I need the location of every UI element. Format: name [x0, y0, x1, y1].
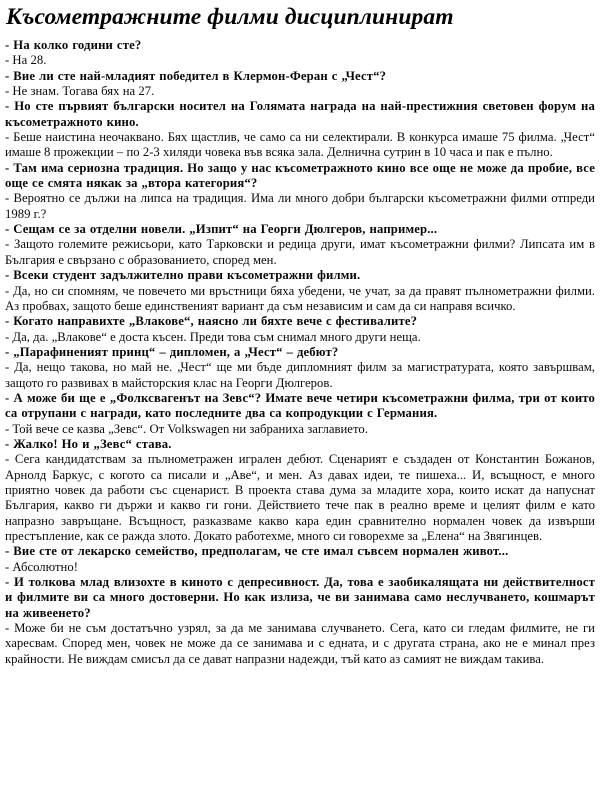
interview-answer: - Той вече се казва „Зевс“. От Volkswagen ни забраниха заглавието.: [5, 421, 368, 436]
interview-answer: - Да, но си спомням, че повечето ми връстници бяха убедени, че учат, за да правят пълнометражни филми. Аз пробвах, защото беше единственият вариант да съм независим и сам да си направя всичко.: [5, 283, 595, 313]
interview-question: - Но сте първият български носител на Голямата награда на най-престижния световен форум на късометражното кино.: [5, 99, 595, 129]
interview-question: - И толкова млад влизохте в киното с депресивност. Да, това е заобикалящата ни действителност и филмите ви са много достоверни. Но как излиза, че ви занимава само неслучването, кошмарът на живеенето?: [5, 575, 595, 620]
interview-answer: - Не знам. Тогава бях на 27.: [5, 84, 155, 99]
interview-answer: - Беше наистина неочаквано. Бях щастлив, че само са ни селектирали. В конкурса имаше 75 филма. „Чест“ имаше 8 прожекции – по 2-3 хиляди човека във всяка зала. Делничнa сутрин в 10 часа и пак е пълно.: [5, 130, 595, 160]
interview-answer: - На 28.: [5, 53, 47, 68]
interview-answer: - Да, нещо такова, но май не. „Чест“ ще ми бъде дипломният филм за магистратурата, която завършвам, защото го развивах в майсторския клас на Георги Дюлгеров.: [5, 360, 595, 390]
interview-transcript: [5, 38, 595, 667]
page-title: Късометражните филми дисциплинират: [6, 4, 454, 30]
interview-question: - Жалко! Но и „Зевс“ става.: [5, 436, 172, 451]
interview-question: - „Парафиненият принц“ – дипломен, а „Чест“ – дебют?: [5, 344, 339, 359]
interview-question: - На колко години сте?: [5, 38, 142, 52]
interview-question: - Вие сте от лекарско семейство, предполагам, че сте имал съвсем нормален живот...: [5, 544, 509, 559]
interview-answer: - Вероятно се дължи на липса на традиция. Има ли много добри български късометражни филми отпреди 1989 г.?: [5, 191, 595, 221]
interview-question: - Сещам се за отделни новели. „Изпит“ на Георги Дюлгеров, например...: [5, 222, 438, 237]
interview-answer: - Може би не съм достатъчно узрял, за да ме занимава случването. Сега, като си гледам филмите, не ги харесвам. Според мен, човек не може да се занимава и с едната, и с другата страна, ако не е минал през крайности. Не виждам смисъл да се дават напразни надежди, тъй като аз самият не виждам такива.: [5, 621, 595, 666]
interview-answer: - Сега кандидатствам за пълнометражен игрален дебют. Сценарият е създаден от Константин Божанов, Арнолд Баркус, с когото са писали и „Аве“, и мен. Аз давах идеи, те пишеха... И, всъщност, е много приятно човек да работи със сценарист. В проекта става дума за младите хора, които искат да напуснат България, какво ги държи и какво ги гони. Действието тече пак в реално време и целият филм е като напразно завръщане. Всъщност, разказваме какво кара един сравнително нормален човек да извърши престъпление, как се ражда злото. Докато работехме, много си говорехме за „Елена“ на Звягинцев.: [5, 452, 595, 543]
interview-question: - А може би ще е „Фолксвагенът на Зевс“? Имате вече четири късометражни филма, три от които са отрупани с награди, като последните два са копродукции с Германия.: [5, 390, 595, 421]
interview-answer: - Да, да. „Влакове“ е доста късен. Преди това съм снимал много други неща.: [5, 329, 421, 344]
interview-answer: - Абсолютно!: [5, 559, 78, 574]
interview-answer: - Защото големите режисьори, като Тарковски и редица други, имат късометражни филми? Липсата им в България е свързано с образованието, според мен.: [5, 237, 595, 267]
interview-question: - Там има сериозна традиция. Но защо у нас късометражното кино все още не може да пробие, все още се смята някак за „втора категория“?: [5, 160, 595, 191]
article-body: [5, 0, 595, 667]
interview-question: - Вие ли сте най-младият победител в Клермон-Феран с „Чест“?: [5, 68, 387, 83]
interview-question: - Когато направихте „Влакове“, наясно ли бяхте вече с фестивалите?: [5, 314, 418, 329]
interview-question: - Всеки студент задължително прави късометражни филми.: [5, 268, 361, 283]
